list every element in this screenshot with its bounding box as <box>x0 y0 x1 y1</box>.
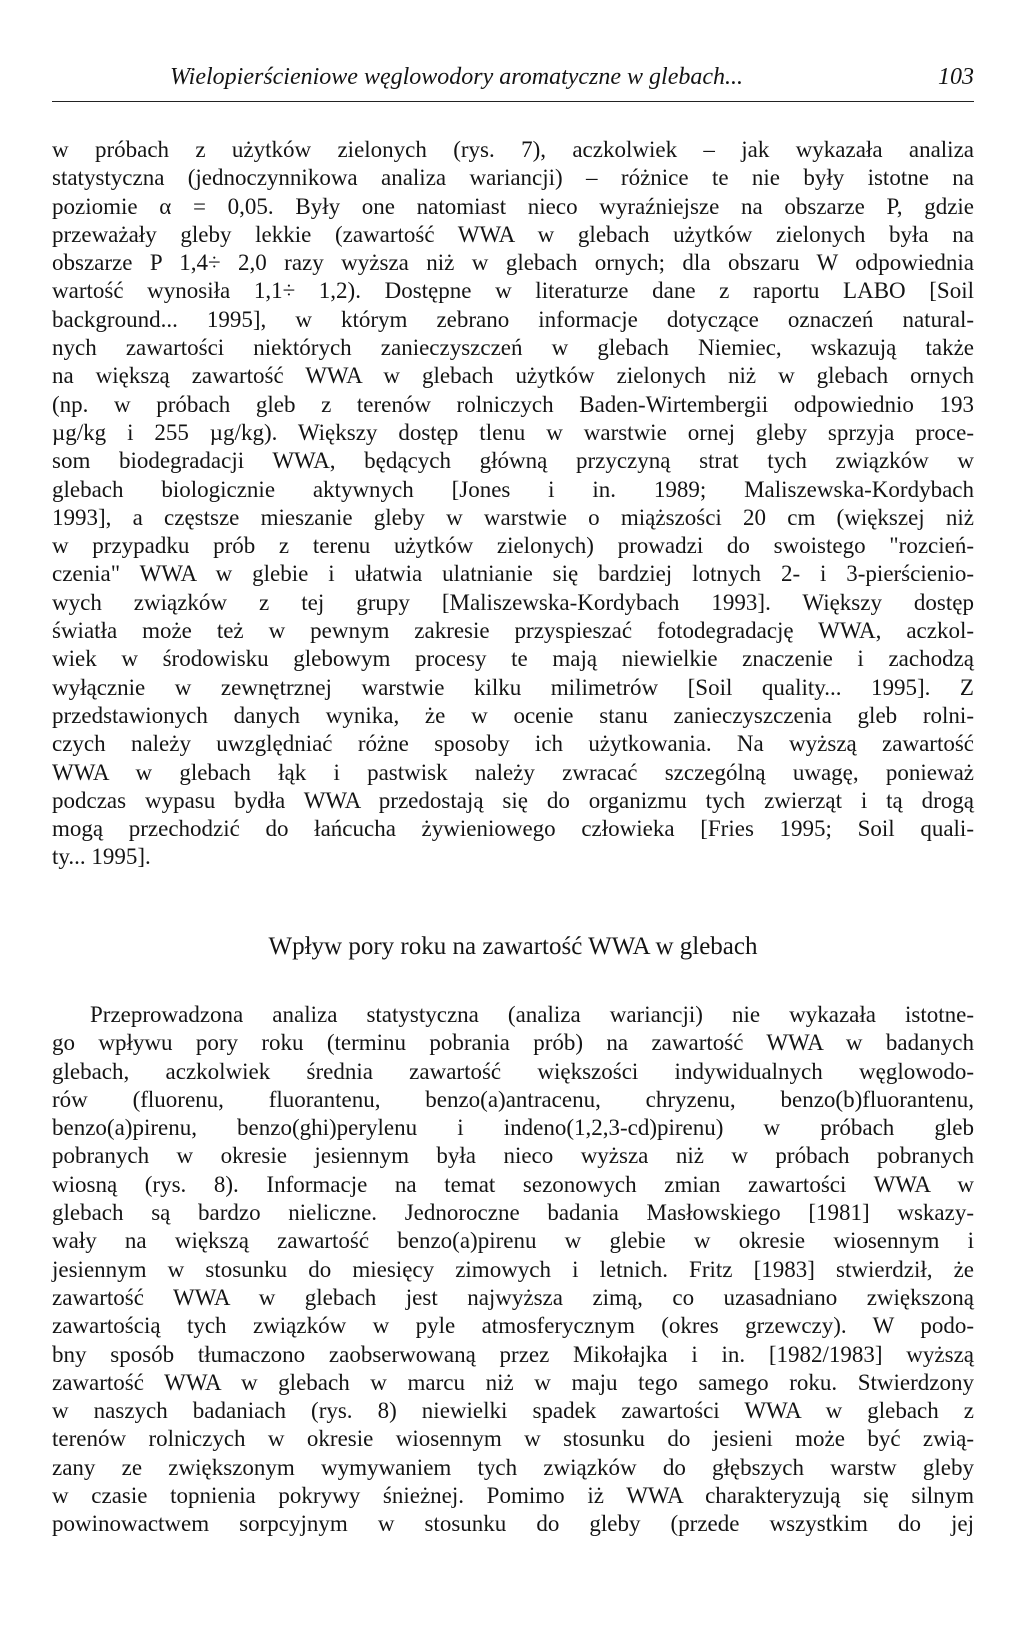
header-rule <box>52 101 974 102</box>
text-line: obszarze P 1,4÷ 2,0 razy wyższa niż w glebach ornych; dla obszaru W odpowiednia <box>52 250 974 276</box>
text-line: glebach biologicznie aktywnych [Jones i in. 1989; Maliszewska-Kordybach <box>52 476 974 502</box>
text-line: statystyczna (jednoczynnikowa analiza wariancji) – różnice te nie były istotne na <box>52 165 974 191</box>
text-line: som biodegradacji WWA, będących główną przyczyną strat tych związków w <box>52 448 974 474</box>
text-line: bny sposób tłumaczono zaobserwowaną przez Mikołajka i in. [1982/1983] wyższą <box>52 1341 974 1367</box>
text-line: przedstawionych danych wynika, że w ocenie stanu zanieczyszczenia gleb rolni- <box>52 702 974 728</box>
text-line: wyłącznie w zewnętrznej warstwie kilku milimetrów [Soil quality... 1995]. Z <box>52 674 974 700</box>
text-line: czych należy uwzględniać różne sposoby ich użytkowania. Na wyższą zawartość <box>52 731 974 757</box>
text-line: go wpływu pory roku (terminu pobrania prób) na zawartość WWA w badanych <box>52 1030 974 1056</box>
text-line: w czasie topnienia pokrywy śnieżnej. Pomimo iż WWA charakteryzują się silnym <box>52 1483 974 1509</box>
text-line: benzo(a)pirenu, benzo(ghi)perylenu i indeno(1,2,3-cd)pirenu) w próbach gleb <box>52 1115 974 1141</box>
text-line: WWA w glebach łąk i pastwisk należy zwracać szczególną uwagę, ponieważ <box>52 759 974 785</box>
text-line: jesiennym w stosunku do miesięcy zimowych i letnich. Fritz [1983] stwierdził, że <box>52 1256 974 1282</box>
text-line: wiosną (rys. 8). Informacje na temat sezonowych zmian zawartości WWA w <box>52 1171 974 1197</box>
page-number: 103 <box>938 64 974 90</box>
text-line: powinowactwem sorpcyjnym w stosunku do gleby (przede wszystkim do jej <box>52 1511 974 1537</box>
text-line: pobranych w okresie jesiennym była nieco wyższa niż w próbach pobranych <box>52 1143 974 1169</box>
text-line: background... 1995], w którym zebrano informacje dotyczące oznaczeń natural- <box>52 306 974 332</box>
running-title: Wielopierścieniowe węglowodory aromatyczne w glebach... <box>170 64 744 90</box>
text-line: glebach, aczkolwiek średnia zawartość większości indywidualnych węglowodo- <box>52 1058 974 1084</box>
text-line: mogą przechodzić do łańcucha żywieniowego człowieka [Fries 1995; Soil quali- <box>52 816 974 842</box>
paragraph-continued <box>52 136 974 872</box>
text-line: w przypadku prób z terenu użytków zielonych) prowadzi do swoistego "rozcień- <box>52 533 974 559</box>
paragraph-seasonal <box>52 1001 974 1539</box>
text-line: ty... 1995]. <box>52 844 151 870</box>
text-line: czenia" WWA w glebie i ułatwia ulatnianie się bardziej lotnych 2- i 3-pierścienio- <box>52 561 974 587</box>
text-line: podczas wypasu bydła WWA przedostają się do organizmu tych zwierząt i tą drogą <box>52 787 974 813</box>
text-line: zawartość WWA w glebach w marcu niż w maju tego samego roku. Stwierdzony <box>52 1369 974 1395</box>
text-line: na większą zawartość WWA w glebach użytków zielonych niż w glebach ornych <box>52 363 974 389</box>
text-line: 1993], a częstsze mieszanie gleby w warstwie o miąższości 20 cm (większej niż <box>52 504 974 530</box>
text-line: w naszych badaniach (rys. 8) niewielki spadek zawartości WWA w glebach z <box>52 1398 974 1424</box>
text-line: wiek w środowisku glebowym procesy te mają niewielkie znaczenie i zachodzą <box>52 646 974 672</box>
text-line: światła może też w pewnym zakresie przyspieszać fotodegradację WWA, aczkol- <box>52 618 974 644</box>
text-line: zany ze zwiększonym wymywaniem tych związków do głębszych warstw gleby <box>52 1454 974 1480</box>
text-line: w próbach z użytków zielonych (rys. 7), aczkolwiek – jak wykazała analiza <box>52 137 974 162</box>
text-line: wartość wynosiła 1,1÷ 1,2). Dostępne w literaturze dane z raportu LABO [Soil <box>52 278 974 304</box>
text-line: nych zawartości niektórych zanieczyszczeń w glebach Niemiec, wskazują także <box>52 335 974 361</box>
section-heading: Wpływ pory roku na zawartość WWA w glebach <box>268 933 758 960</box>
text-line: poziomie α = 0,05. Były one natomiast nieco wyraźniejsze na obszarze P, gdzie <box>52 193 974 219</box>
text-line: wały na większą zawartość benzo(a)pirenu w glebie w okresie wiosennym i <box>52 1228 974 1254</box>
text-line: µg/kg i 255 µg/kg). Większy dostęp tlenu w warstwie ornej gleby sprzyja proce- <box>52 419 974 445</box>
text-line: przeważały gleby lekkie (zawartość WWA w glebach użytków zielonych była na <box>52 221 974 247</box>
text-line: rów (fluorenu, fluorantenu, benzo(a)antracenu, chryzenu, benzo(b)fluorantenu, <box>52 1086 974 1112</box>
text-line: Przeprowadzona analiza statystyczna (analiza wariancji) nie wykazała istotne- <box>90 1002 974 1027</box>
text-line: terenów rolniczych w okresie wiosennym w stosunku do jesieni może być zwią- <box>52 1426 974 1452</box>
text-line: (np. w próbach gleb z terenów rolniczych Baden-Wirtembergii odpowiednio 193 <box>52 391 974 417</box>
text-line: glebach są bardzo nieliczne. Jednoroczne badania Masłowskiego [1981] wskazy- <box>52 1200 974 1226</box>
text-line: zawartością tych związków w pyle atmosferycznym (okres grzewczy). W podo- <box>52 1313 974 1339</box>
text-line: zawartość WWA w glebach jest najwyższa zimą, co uzasadniano zwiększoną <box>52 1284 974 1310</box>
page-header <box>52 64 974 100</box>
text-line: wych związków z tej grupy [Maliszewska-Kordybach 1993]. Większy dostęp <box>52 589 974 615</box>
